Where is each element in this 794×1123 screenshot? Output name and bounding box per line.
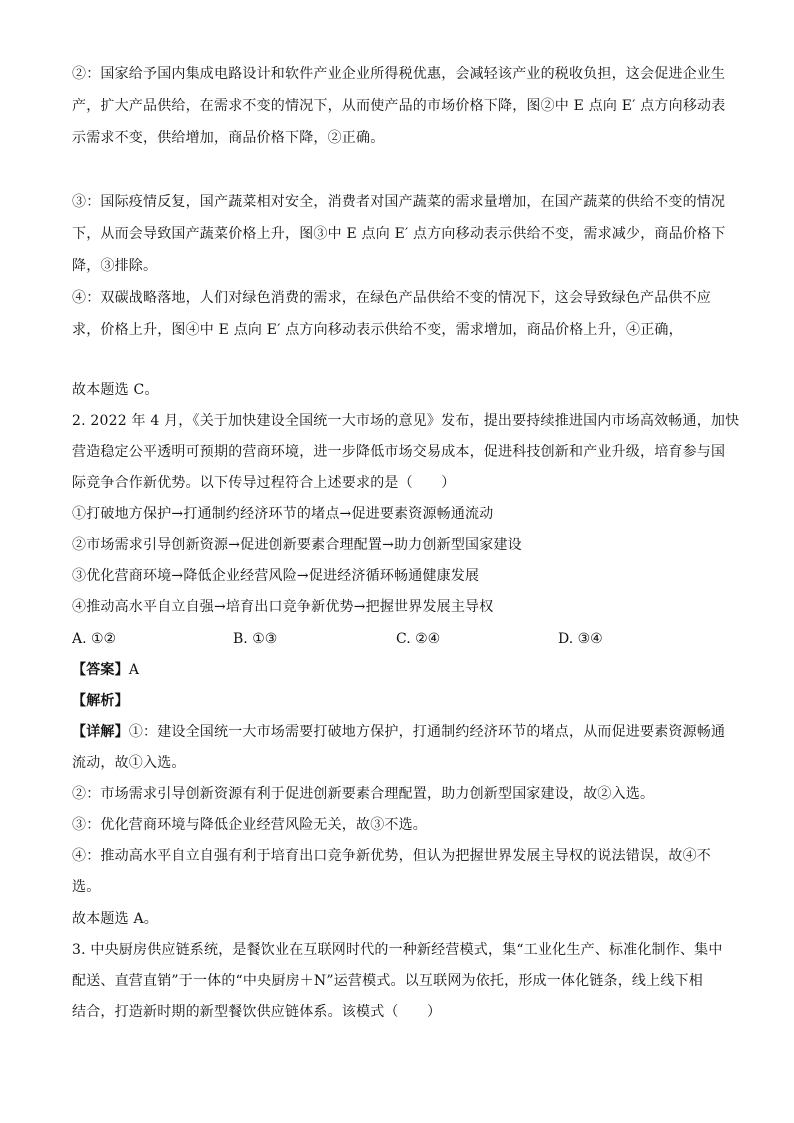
text-line: 下，从而会导致国产蔬菜价格上升，图③中 E 点向 E′ 点方向移动表示供给不变，需求减少，商品价格下 bbox=[72, 226, 726, 242]
detail-line: ④：推动高水平自立自强有利于培育出口竞争新优势，但认为把握世界发展主导权的说法错误，故④不 bbox=[72, 848, 711, 864]
option-b: B. ①③ bbox=[233, 631, 278, 647]
question-item: ②市场需求引导创新资源→促进创新要素合理配置→助力创新型国家建设 bbox=[72, 537, 522, 553]
question-stem-line: 结合，打造新时期的新型餐饮供应链体系。该模式（ ） bbox=[72, 1004, 442, 1020]
text-line: 求，价格上升，图④中 E 点向 E′ 点方向移动表示供给不变，需求增加，商品价格上升，④正确， bbox=[72, 322, 683, 338]
text-line: ④：双碳战略落地，人们对绿色消费的需求，在绿色产品供给不变的情况下，这会导致绿色产品供不应 bbox=[72, 290, 711, 306]
text-line: ③：国际疫情反复，国产蔬菜相对安全，消费者对国产蔬菜的需求量增加，在国产蔬菜的供给不变的情况 bbox=[72, 194, 726, 210]
answer-tag: 【答案】 bbox=[72, 662, 129, 678]
question-item: ①打破地方保护→打通制约经济环节的堵点→促进要素资源畅通流动 bbox=[72, 506, 494, 522]
detail-line bbox=[72, 722, 725, 742]
question-stem-line: 配送、直营直销”于一体的“中央厨房＋N”运营模式。以互联网为依托，形成一体化链条，线上线下相 bbox=[72, 973, 703, 989]
question-item: ③优化营商环境→降低企业经营风险→促进经济循环畅通健康发展 bbox=[72, 568, 480, 584]
text-line: ②：国家给予国内集成电路设计和软件产业企业所得税优惠，会减轻该产业的税收负担，这会促进企业生 bbox=[72, 66, 726, 82]
option-d: D. ③④ bbox=[558, 631, 603, 647]
text-line: 产，扩大产品供给，在需求不变的情况下，从而使产品的市场价格下降，图②中 E 点向 E′ 点方向移动表 bbox=[72, 98, 726, 114]
answer-line bbox=[72, 660, 139, 680]
analysis-tag: 【解析】 bbox=[72, 693, 129, 709]
detail-text: ①：建设全国统一大市场需要打破地方保护，打通制约经济环节的堵点，从而促进要素资源畅通 bbox=[128, 724, 726, 740]
option-a: A. ①② bbox=[72, 631, 117, 647]
detail-line: 流动，故①入选。 bbox=[72, 755, 186, 771]
conclusion-line: 故本题选 A。 bbox=[72, 911, 158, 927]
question-stem-line: 2. 2022 年 4 月，《关于加快建设全国统一大市场的意见》发布，提出要持续推进国内市场高效畅通，加快 bbox=[72, 413, 740, 429]
question-item: ④推动高水平自立自强→培育出口竞争新优势→把握世界发展主导权 bbox=[72, 599, 494, 615]
text-line: 示需求不变，供给增加，商品价格下降，②正确。 bbox=[72, 130, 385, 146]
detail-line: ③：优化营商环境与降低企业经营风险无关，故③不选。 bbox=[72, 817, 427, 833]
question-stem-line: 3. 中央厨房供应链系统，是餐饮业在互联网时代的一种新经营模式，集“工业化生产、标准化制作、集中 bbox=[72, 942, 723, 958]
question-stem-line: 际竞争合作新优势。以下传导过程符合上述要求的是（ ） bbox=[72, 475, 456, 491]
detail-line: 选。 bbox=[72, 879, 101, 895]
detail-line: ②：市场需求引导创新资源有利于促进创新要素合理配置，助力创新型国家建设，故②入选。 bbox=[72, 786, 655, 802]
text-line: 降，③排除。 bbox=[72, 258, 158, 274]
option-c: C. ②④ bbox=[396, 631, 441, 647]
detail-tag: 【详解】 bbox=[72, 724, 129, 740]
conclusion-line: 故本题选 C。 bbox=[72, 382, 159, 398]
question-stem-line: 营造稳定公平透明可预期的营商环境，进一步降低市场交易成本，促进科技创新和产业升级，培育参与国 bbox=[72, 444, 726, 460]
answer-value: A bbox=[128, 662, 140, 678]
